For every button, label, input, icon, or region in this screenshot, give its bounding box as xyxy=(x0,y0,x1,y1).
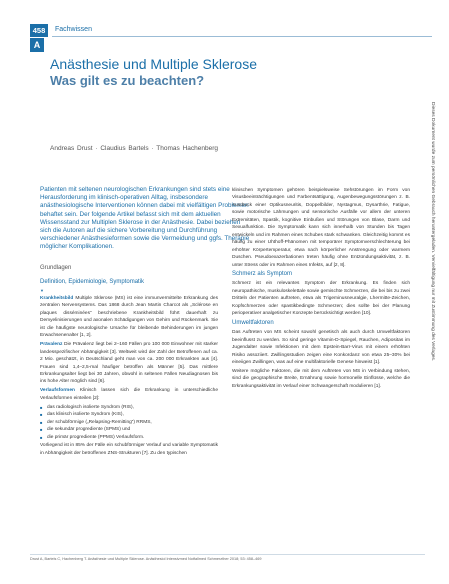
left-column xyxy=(40,262,218,459)
section-letter-badge: A xyxy=(30,38,44,52)
page-number-badge: 458 xyxy=(30,24,48,37)
article-abstract: Patienten mit seltenen neurologischen Erkrankungen sind stets eine Herausforderung im klinisch-operativen Alltag, insbesondere anästhesiologische Interventionen können dabei mit vielfältigen Problemen behaftet sein. Der folgende Artikel befasst sich mit dem aktuellen Wissensstand zur Multiplen Sklerose in der Anästhesie. Dabei beziehen sich die Autoren auf die sichere Vorbereitung und Durchführung verschiedener Anästhesieformen sowie die Vermeidung und ggfs. Therapie möglicher Komplikationen. xyxy=(40,186,250,251)
paragraph-end: Vorliegend ist in 85% der Fälle ein schubförmiger Verlauf und variable Symptomatik in Abhängigkeit der betroffenen ZNS-Strukturen [7]. Zu den typischen xyxy=(40,443,218,456)
list-item: ■ die primär progrediente (PPMS) Verlaufsform. xyxy=(40,434,218,441)
list-item: ■ das klinisch isolierte Syndrom (KIS), xyxy=(40,411,218,418)
verlaufsformen-list xyxy=(40,404,218,441)
paragraph-umwelt: Das Auftreten von MS scheint sowohl genetisch als auch durch Umweltfaktoren beeinflusst zu werden. So sind geringe Vitamin-D-Spiegel, Rauchen, Adipositas im Jugendalter sowie Infektionen mit dem Epstein-Barr-Virus mit einem erhöhten Risiko assoziiert. Zwillingsstudien zeigen eine Konkordanz von etwa 25–30% bei eineiigen Zwillingen, was auf eine multifaktorielle Genese hinweist [1]. xyxy=(232,330,410,366)
article-title: Anästhesie und Multiple Sklerose xyxy=(50,56,258,72)
subsection-heading-umwelt: Umweltfaktoren xyxy=(232,320,274,327)
list-item: ■ der schubförmige („Relapsing-Remitting“) RRMS, xyxy=(40,419,218,426)
keyword-praevalenz: Prävalenz xyxy=(40,342,63,348)
author-list: Andreas Drust · Claudius Bartels · Thomas Hachenberg xyxy=(50,145,219,152)
paragraph-text: Klinisch lassen sich die Erkrankung in unterschiedliche Verlaufsformen einteilen [2]: xyxy=(40,388,218,401)
section-heading: Grundlagen xyxy=(40,265,72,271)
subsection-heading: Definition, Epidemiologie, Symptomatik xyxy=(40,279,145,285)
right-column xyxy=(232,187,410,392)
paragraph-symptomatik: klinischen Symptomen gehören beispielsweise Sehstörungen im Form von Visusbeeinträchtigungen und Farbentsättigung, Augenbewegungsstörungen z. B. Ausdruck einer Optikusneuritis, Doppelbilder, Nystagmus, Dysarthrie, Fatigue, sowie motorische Lähmungen und sensorische Ausfälle vor allem der unteren Extremitäten, Spastik, kognitive Einbußen und Störungen von Blase, Darm und Sexualfunktion. Die Symptomatik kann sich innerhalb von Stunden bis Tagen entwickeln und im Rahmen eines Schubes stark schwanken. Gleichzeitig kommt es häufig zu einer Uhthoff-Phänomen mit temporärer Symptomverschlechterung bei erhöhter Körpertemperatur, etwa nach körperlicher Anstrengung oder warmem Duschen. Pseudoexazerbationen treten häufig ohne Entzündungsaktivität, z. B. unter Stress oder im Rahmen eines Infekts, auf [2, 8]. xyxy=(232,188,410,268)
subsection-heading-schmerz: Schmerz als Symptom xyxy=(232,271,293,278)
article-subtitle: Was gilt es zu beachten? xyxy=(50,73,205,88)
paragraph-praevalenz xyxy=(40,341,218,386)
citation-footer: Drust A, Bartels C, Hachenberg T. Anästhesie und Multiple Sklerose. Anästhesiol Intensivmed Notfallmed Schmerzther 2018; 53: 458–469 xyxy=(30,554,425,561)
paragraph-text: Die Prävalenz liegt bei 2–160 Fällen pro 100 000 Einwohner mit starker landesspezifischer Abhängigkeit [3]. Weltweit wird der Zahl der Betroffenen auf ca. 2 Mio. geschätzt, in Deutschland geht man von ca. 200 000 Erkrankten aus [4]. Frauen sind 1,4–2,5-mal häufiger betroffen als Männer [5]. Das mittlere Erkrankungsalter liegt bei 30 Jahren, obwohl in seltenen Fällen Neudiagnosen bis ins hohe Alter möglich sind [6]. xyxy=(40,342,218,385)
keyword-verlaufsformen: Verlaufsformen xyxy=(40,388,75,394)
list-item: ■ das radiologisch isolierte Syndrom (RIS), xyxy=(40,404,218,411)
copyright-side-note: Dieses Dokument wurde zum persönlichen Gebrauch heruntergeladen. Vervielfältigung nur mit Zustimmung des Verlages. xyxy=(430,102,435,362)
paragraph-verlaufsformen xyxy=(40,387,218,402)
paragraph-krankheitsbild xyxy=(40,295,218,340)
list-item: ■ die sekundär progrediente (SPMS) und xyxy=(40,426,218,433)
paragraph-schmerz: Schmerz ist ein relevantes Symptom der Erkrankung. Es finden sich neuropathische, muskuloskelettale sowie gemischte Schmerzen, die bei bis zu zwei Dritteln der Patienten auftreten, etwa als Trigeminusneuralgie, Lhermitte-Zeichen, Kopfschmerzen oder spastikbedingte Schmerzen; dies sollte bei der Planung perioperativer analgetischer Konzepte berücksichtigt werden [10]. xyxy=(232,281,410,317)
paragraph-text: Multiple Sklerose (MS) ist eine immunvermittelte Erkrankung des zentralen Nervensystems. Das 1868 durch Jean Martin Charcot als „Sclérose en plaques disséminées“ beschriebene Krankheitsbild führt dauerhaft zu Demyelinisierungen und axonalen Schädigungen von Gehirn und Rückenmark. Sie ist die häufigste neurologische Ursache für bleibende Behinderungen im jungen Erwachsenenalter [1, 2]. xyxy=(40,296,218,339)
keyword-krankheitsbild: Krankheitsbild xyxy=(40,296,74,301)
paragraph-final: Weitere mögliche Faktoren, die mit dem Auftreten von MS in Verbindung stehen, sind die geographische Breite, Ernährung sowie hormonelle Einflüsse, welche die Erkrankungsaktivität im Verlauf einer Schwangerschaft modulieren [1]. xyxy=(232,369,410,389)
chevron-down-icon: ▼ xyxy=(40,288,44,293)
section-label: Fachwissen xyxy=(52,24,432,37)
